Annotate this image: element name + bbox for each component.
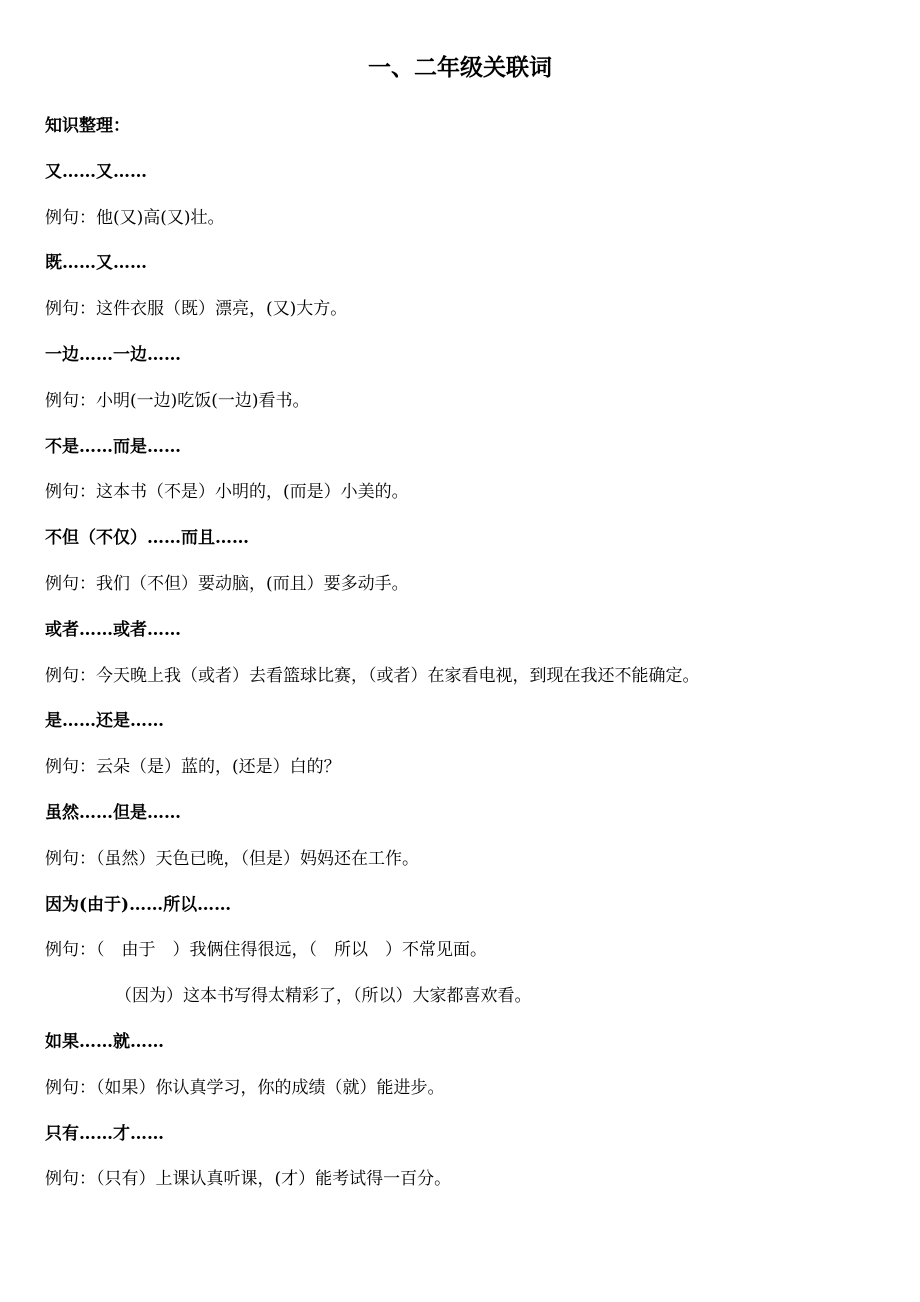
document-title: 一、二年级关联词 — [368, 54, 552, 81]
content-lines — [45, 112, 895, 1211]
example-sentence: （因为）这本书写得太精彩了，（所以）大家都喜欢看。 — [115, 986, 532, 1007]
section-heading: 虽然……但是…… — [45, 802, 181, 823]
example-sentence: 例句：小明(一边)吃饭(一边)看书。 — [45, 390, 310, 411]
section-heading: 一边……一边…… — [45, 344, 181, 365]
example-sentence: 例句：云朵（是）蓝的，(还是）白的？ — [45, 757, 341, 778]
section-heading: 因为(由于)……所以…… — [45, 894, 232, 915]
example-sentence: 例句：我们（不但）要动脑，(而且）要多动手。 — [45, 573, 409, 594]
example-sentence: 例句：这件衣服（既）漂亮，(又)大方。 — [45, 299, 348, 320]
example-sentence: 例句：这本书（不是）小明的，(而是）小美的。 — [45, 482, 409, 503]
example-sentence: 例句：（ 由于 ）我俩住得很远，（ 所以 ）不常见面。 — [45, 940, 487, 961]
example-sentence: 例句：他(又)高(又)壮。 — [45, 207, 225, 228]
section-heading: 既……又…… — [45, 253, 147, 274]
section-heading: 或者……或者…… — [45, 619, 181, 640]
example-sentence: 例句：（虽然）天色已晚，（但是）妈妈还在工作。 — [45, 848, 419, 869]
section-heading: 不但（不仅）……而且…… — [45, 528, 249, 549]
section-heading: 知识整理： — [45, 116, 130, 136]
section-heading: 只有……才…… — [45, 1123, 164, 1144]
section-heading: 不是……而是…… — [45, 436, 181, 457]
section-heading: 是……还是…… — [45, 711, 164, 732]
section-heading: 又……又…… — [45, 161, 147, 182]
example-sentence: 例句：（如果）你认真学习，你的成绩（就）能进步。 — [45, 1077, 445, 1098]
example-sentence: 例句：今天晚上我（或者）去看篮球比赛，（或者）在家看电视，到现在我还不能确定。 — [45, 665, 700, 686]
example-sentence: 例句：（只有）上课认真听课，(才）能考试得一百分。 — [45, 1169, 452, 1190]
section-heading: 如果……就…… — [45, 1031, 164, 1052]
